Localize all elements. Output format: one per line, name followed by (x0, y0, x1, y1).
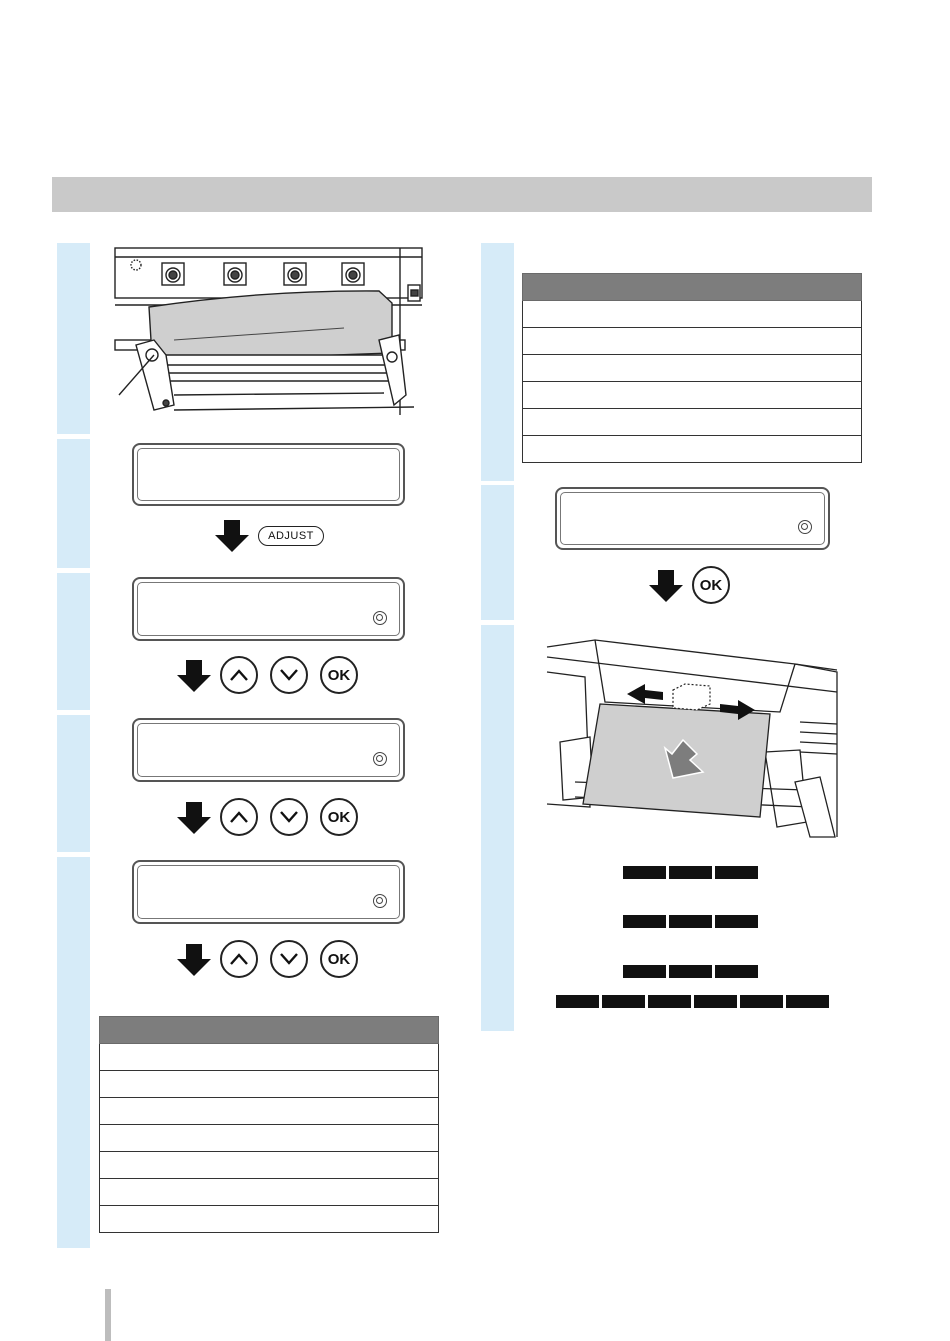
table-cell (523, 301, 862, 328)
table-cell (100, 1044, 439, 1071)
table-row (100, 1152, 439, 1179)
key-block (623, 866, 666, 879)
table-cell (523, 382, 862, 409)
table-row (523, 328, 862, 355)
key-block (623, 965, 666, 978)
table-cell (100, 1206, 439, 1233)
key-block (602, 995, 645, 1008)
step-band-5 (57, 857, 90, 1248)
table-row (523, 409, 862, 436)
chevron-up-icon (229, 810, 249, 824)
step-band-4 (57, 715, 90, 852)
key-block (715, 915, 758, 928)
step-band-2 (57, 439, 90, 568)
key-row-step-5 (176, 940, 376, 984)
table-row (523, 382, 862, 409)
lcd-panel-step-5 (132, 860, 405, 924)
key-block (648, 995, 691, 1008)
table-cell (100, 1152, 439, 1179)
lcd-indicator-icon (373, 611, 387, 625)
table-cell (100, 1179, 439, 1206)
lcd-indicator-icon (798, 520, 812, 534)
table-header (523, 274, 862, 301)
media-feed-illustration (545, 632, 840, 840)
chevron-up-icon (229, 952, 249, 966)
down-button[interactable] (270, 798, 308, 836)
settings-table-right (522, 273, 862, 463)
lcd-panel-step-3 (132, 577, 405, 641)
key-block (623, 915, 666, 928)
table-cell (100, 1125, 439, 1152)
key-row-step-2 (214, 518, 334, 562)
lcd-indicator-icon (373, 894, 387, 908)
up-button[interactable] (220, 798, 258, 836)
table-cell (523, 436, 862, 463)
table-cell (100, 1071, 439, 1098)
key-block (669, 866, 712, 879)
key-row-step-3 (176, 656, 376, 700)
settings-table-left (99, 1016, 439, 1233)
table-header (100, 1017, 439, 1044)
key-block (786, 995, 829, 1008)
chevron-up-icon (229, 668, 249, 682)
key-row-step-4 (176, 798, 376, 842)
table-row (100, 1125, 439, 1152)
adjust-button[interactable]: ADJUST (258, 526, 324, 546)
page-footer-marker (105, 1289, 111, 1341)
table-header-row (523, 274, 862, 301)
step-band-6 (481, 243, 514, 481)
section-header-bar (52, 177, 872, 212)
chevron-down-icon (279, 668, 299, 682)
key-block (556, 995, 599, 1008)
key-block (669, 915, 712, 928)
table-row (100, 1071, 439, 1098)
down-arrow-icon (176, 800, 212, 836)
down-button[interactable] (270, 656, 308, 694)
key-block (715, 866, 758, 879)
key-block (715, 965, 758, 978)
lcd-panel-step-7 (555, 487, 830, 550)
table-header-row (100, 1017, 439, 1044)
ok-button[interactable]: OK (320, 656, 358, 694)
table-cell (100, 1098, 439, 1125)
printer-roll-illustration (114, 245, 424, 420)
lcd-panel-step-2 (132, 443, 405, 506)
step-band-3 (57, 573, 90, 710)
up-button[interactable] (220, 940, 258, 978)
table-cell (523, 328, 862, 355)
table-row (100, 1179, 439, 1206)
step-band-7 (481, 485, 514, 620)
table-row (100, 1044, 439, 1071)
down-arrow-icon (648, 568, 684, 604)
chevron-down-icon (279, 952, 299, 966)
step-band-8 (481, 625, 514, 1031)
ok-button[interactable]: OK (692, 566, 730, 604)
table-row (523, 436, 862, 463)
up-button[interactable] (220, 656, 258, 694)
chevron-down-icon (279, 810, 299, 824)
down-button[interactable] (270, 940, 308, 978)
table-row (523, 355, 862, 382)
table-row (100, 1098, 439, 1125)
key-block (694, 995, 737, 1008)
down-arrow-icon (176, 942, 212, 978)
key-block (669, 965, 712, 978)
key-row-step-7 (648, 566, 738, 610)
down-arrow-icon (214, 518, 250, 554)
table-cell (523, 409, 862, 436)
table-cell (523, 355, 862, 382)
key-block (740, 995, 783, 1008)
lcd-panel-step-4 (132, 718, 405, 782)
down-arrow-icon (176, 658, 212, 694)
table-row (100, 1206, 439, 1233)
lcd-indicator-icon (373, 752, 387, 766)
step-band-1 (57, 243, 90, 434)
ok-button[interactable]: OK (320, 798, 358, 836)
table-row (523, 301, 862, 328)
ok-button[interactable]: OK (320, 940, 358, 978)
